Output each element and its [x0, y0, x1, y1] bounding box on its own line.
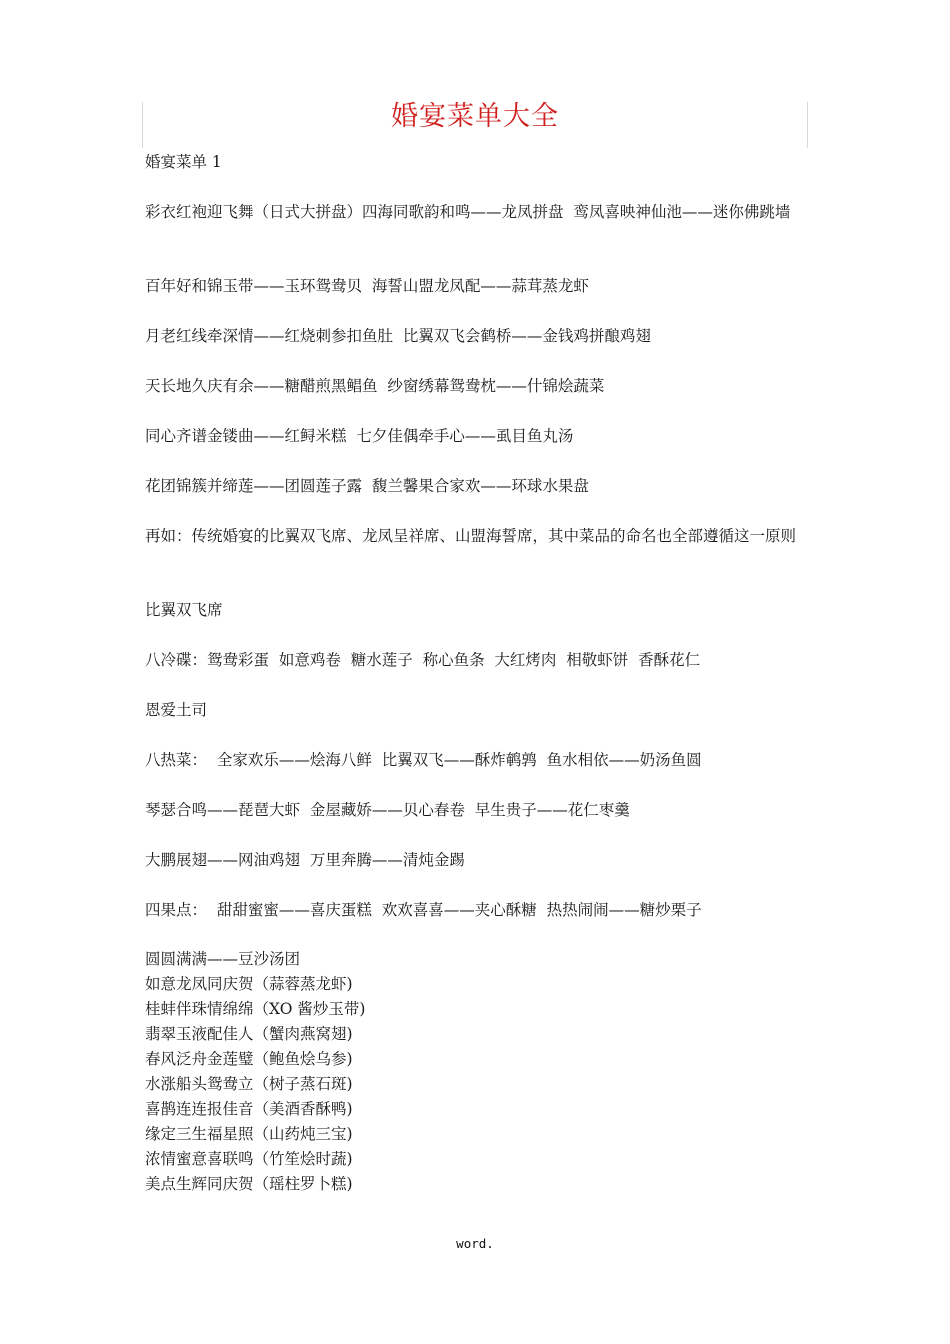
list-item: 圆圆满满——豆沙汤团 — [145, 950, 301, 968]
list-item: 喜鹊连连报佳音（美酒香酥鸭) — [145, 1100, 353, 1118]
paragraph: 大鹏展翅——网油鸡翅 万里奔腾——清炖金踢 — [145, 851, 465, 869]
paragraph: 再如：传统婚宴的比翼双飞席、龙凤呈祥席、山盟海誓席，其中菜品的命名也全部遵循这一原则 — [145, 527, 797, 545]
paragraph: 月老红线牵深情——红烧刺参扣鱼肚 比翼双飞会鹤桥——金钱鸡拼酿鸡翅 — [145, 327, 651, 345]
paragraph: 百年好和锦玉带——玉环鸳鸯贝 海誓山盟龙凤配——蒜茸蒸龙虾 — [145, 277, 589, 295]
list-item: 如意龙凤同庆贺（蒜蓉蒸龙虾) — [145, 975, 353, 993]
list-item: 水涨船头鸳鸯立（树子蒸石斑) — [145, 1075, 353, 1093]
page-footer: word. — [456, 1236, 494, 1251]
section-heading: 比翼双飞席 — [145, 601, 223, 619]
menu-heading: 婚宴菜单 1 — [145, 153, 222, 171]
paragraph: 八冷碟：鸳鸯彩蛋 如意鸡卷 糖水莲子 称心鱼条 大红烤肉 相敬虾饼 香酥花仁 — [145, 651, 701, 669]
list-item: 浓情蜜意喜联鸣（竹笙烩时蔬) — [145, 1150, 353, 1168]
paragraph: 天长地久庆有余——糖醋煎黑鲳鱼 纱窗绣幕鸳鸯枕——什锦烩蔬菜 — [145, 377, 605, 395]
paragraph: 四果点： 甜甜蜜蜜——喜庆蛋糕 欢欢喜喜——夹心酥糖 热热闹闹——糖炒栗子 — [145, 901, 702, 919]
document-title: 婚宴菜单大全 — [391, 101, 559, 132]
paragraph: 琴瑟合鸣——琵琶大虾 金屋藏娇——贝心春卷 早生贵子——花仁枣羹 — [145, 801, 630, 819]
list-item: 春风泛舟金莲璧（鲍鱼烩乌参) — [145, 1050, 353, 1068]
paragraph: 八热菜： 全家欢乐——烩海八鲜 比翼双飞——酥炸鹌鹑 鱼水相依——奶汤鱼圆 — [145, 751, 702, 769]
paragraph: 彩衣红袍迎飞舞（日式大拼盘）四海同歌韵和鸣——龙凤拼盘 鸾凤喜映神仙池——迷你佛跳墙 — [145, 203, 791, 221]
paragraph: 同心齐谱金镂曲——红鲟米糕 七夕佳偶牵手心——虱目鱼丸汤 — [145, 427, 574, 445]
list-item: 桂蚌伴珠情绵绵（XO 酱炒玉带) — [145, 1000, 366, 1018]
paragraph: 花团锦簇并缔莲——团圆莲子露 馥兰馨果合家欢——环球水果盘 — [145, 477, 589, 495]
list-item: 缘定三生福星照（山药炖三宝) — [145, 1125, 353, 1143]
paragraph: 恩爱土司 — [145, 701, 208, 719]
list-item: 翡翠玉液配佳人（蟹肉燕窝翅) — [145, 1025, 353, 1043]
list-item: 美点生辉同庆贺（瑶柱罗卜糕) — [145, 1175, 353, 1193]
